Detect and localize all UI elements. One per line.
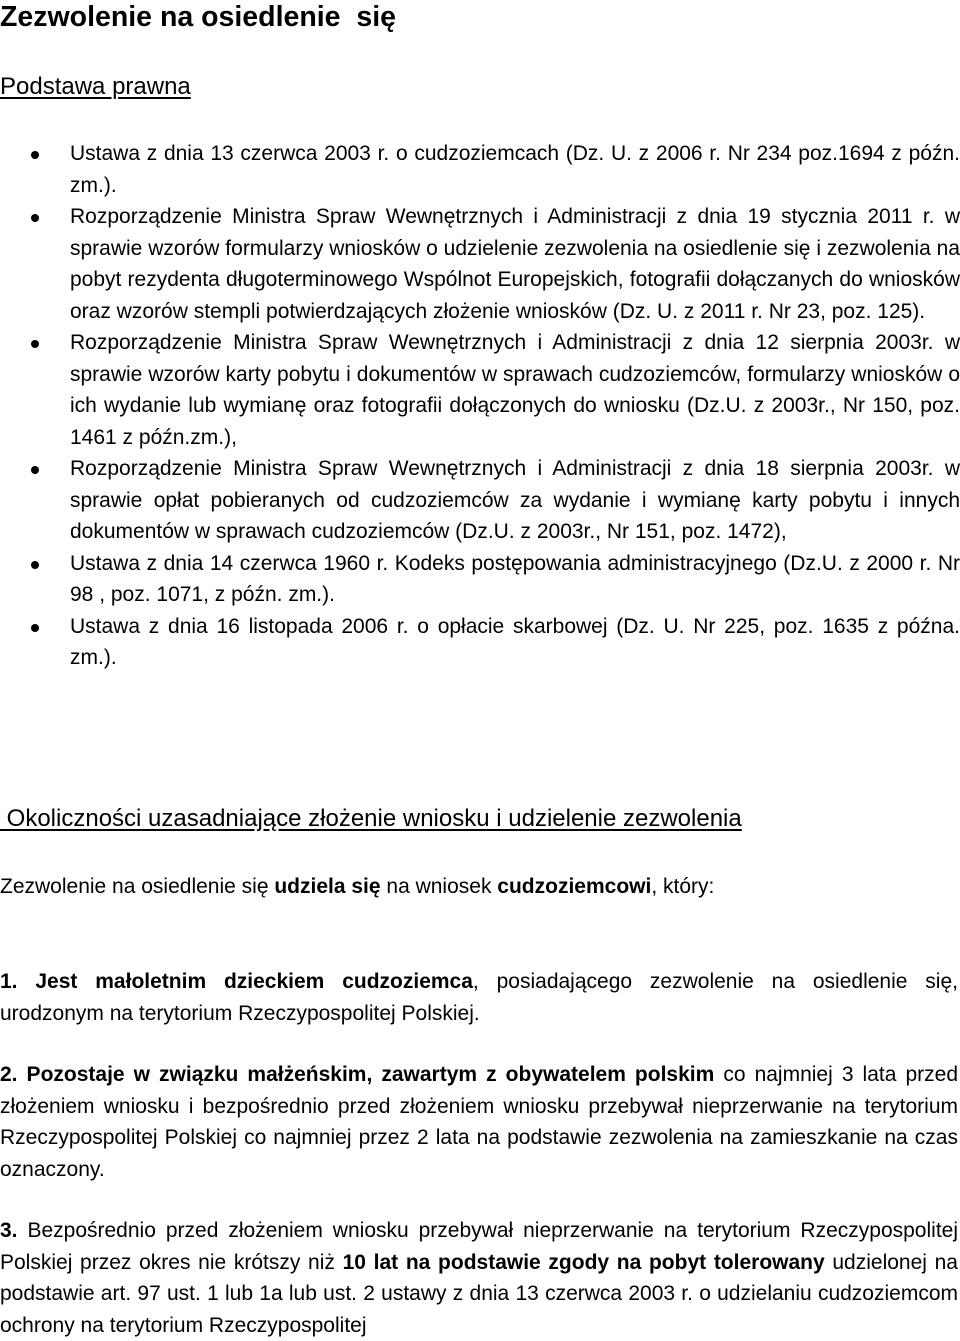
legal-basis-item — [0, 201, 960, 327]
legal-basis-item-text: Rozporządzenie Ministra Spraw Wewnętrznych i Administracji z dnia 19 stycznia 2011 r. w sprawie wzorów formularzy wniosków o udzielenie zezwolenia na osiedlenie się i zezwolenia na pobyt rezydenta długoterminowego Wspólnot Europejskich, fotografii dołączanych do wniosków oraz wzorów stempli potwierdzających złożenie wniosków (Dz. U. z 2011 r. Nr 23, poz. 125). — [70, 205, 960, 323]
intro-text-post: , który: — [651, 875, 715, 898]
condition-item-1 — [0, 966, 958, 1029]
condition-item-3-text-1: Bezpośrednio przed złożeniem wniosku przebywał nieprzerwanie na terytorium Rzeczypospolitej Polskiej przez okres nie krótszy niż — [0, 1219, 958, 1274]
condition-item-3-bold: 10 lat na podstawie zgody na pobyt tolerowany — [342, 1250, 825, 1274]
document-title: Zezwolenie na osiedlenie się — [0, 1, 396, 33]
legal-basis-item-text: Ustawa z dnia 14 czerwca 1960 r. Kodeks postępowania administracyjnego (Dz.U. z 2000 r. Nr 98 , poz. 1071, z późn. zm.). — [70, 551, 960, 606]
bullet-icon — [31, 340, 39, 348]
legal-basis-item — [0, 327, 960, 453]
condition-item-3 — [0, 1215, 958, 1341]
legal-basis-item — [0, 611, 960, 674]
legal-basis-item — [0, 138, 960, 201]
condition-item-3-text-2: udzielonej na podstawie art. 97 ust. 1 lub 1a lub ust. 2 ustawy z dnia 13 czerwca 2003 r. o udzielaniu cudzoziemcom ochrony na terytorium Rzeczypospolitej — [0, 1250, 958, 1337]
legal-basis-item-text: Ustawa z dnia 16 listopada 2006 r. o opłacie skarbowej (Dz. U. Nr 225, poz. 1635 z późna. zm.). — [70, 614, 960, 669]
condition-item-1-text: , posiadającego zezwolenie na osiedlenie się, urodzonym na terytorium Rzeczypospolitej Polskiej. — [0, 970, 958, 1025]
legal-basis-item-text: Rozporządzenie Ministra Spraw Wewnętrznych i Administracji z dnia 12 sierpnia 2003r. w sprawie wzorów karty pobytu i dokumentów w sprawach cudzoziemców, formularzy wniosków o ich wydanie lub wymianę oraz fotografii dołączonych do wniosku (Dz.U. z 2003r., Nr 150, poz. 1461 z późn.zm.), — [70, 331, 960, 449]
bullet-icon — [31, 561, 39, 569]
condition-item-2-bold: 2. Pozostaje w związku małżeńskim, zawartym z obywatelem polskim — [0, 1063, 715, 1086]
bullet-icon — [31, 214, 39, 222]
intro-bold-grant: udziela się — [274, 875, 381, 898]
legal-basis-item — [0, 548, 960, 611]
condition-item-2-text: co najmniej 3 lata przed złożeniem wniosku i bezpośrednio przed złożeniem wniosku przebywał nieprzerwanie na terytorium Rzeczypospolitej Polskiej co najmniej przez 2 lata na podstawie zezwolenia na zamieszkanie na czas oznaczony. — [0, 1063, 958, 1181]
circumstances-heading: Okoliczności uzasadniające złożenie wniosku i udzielenie zezwolenia — [0, 805, 742, 832]
bullet-icon — [31, 151, 39, 159]
bullet-icon — [31, 624, 39, 632]
condition-item-3-number: 3. — [0, 1219, 18, 1242]
legal-basis-list — [0, 138, 960, 674]
intro-text-pre: Zezwolenie na osiedlenie się — [0, 875, 275, 898]
condition-item-1-bold: 1. Jest małoletnim dzieckiem cudzoziemca — [0, 970, 473, 993]
intro-bold-foreigner: cudzoziemcowi — [497, 875, 652, 898]
condition-item-2 — [0, 1059, 958, 1185]
legal-basis-item-text: Ustawa z dnia 13 czerwca 2003 r. o cudzoziemcach (Dz. U. z 2006 r. Nr 234 poz.1694 z późn. zm.). — [70, 142, 960, 197]
legal-basis-heading: Podstawa prawna — [0, 73, 191, 100]
circumstances-intro — [0, 871, 958, 903]
legal-basis-item-text: Rozporządzenie Ministra Spraw Wewnętrznych i Administracji z dnia 18 sierpnia 2003r. w sprawie opłat pobieranych od cudzoziemców za wydanie i wymianę karty pobytu i innych dokumentów w sprawach cudzoziemców (Dz.U. z 2003r., Nr 151, poz. 1472), — [70, 457, 960, 543]
bullet-icon — [31, 466, 39, 474]
legal-basis-item — [0, 453, 960, 548]
intro-text-mid: na wniosek — [380, 875, 498, 898]
